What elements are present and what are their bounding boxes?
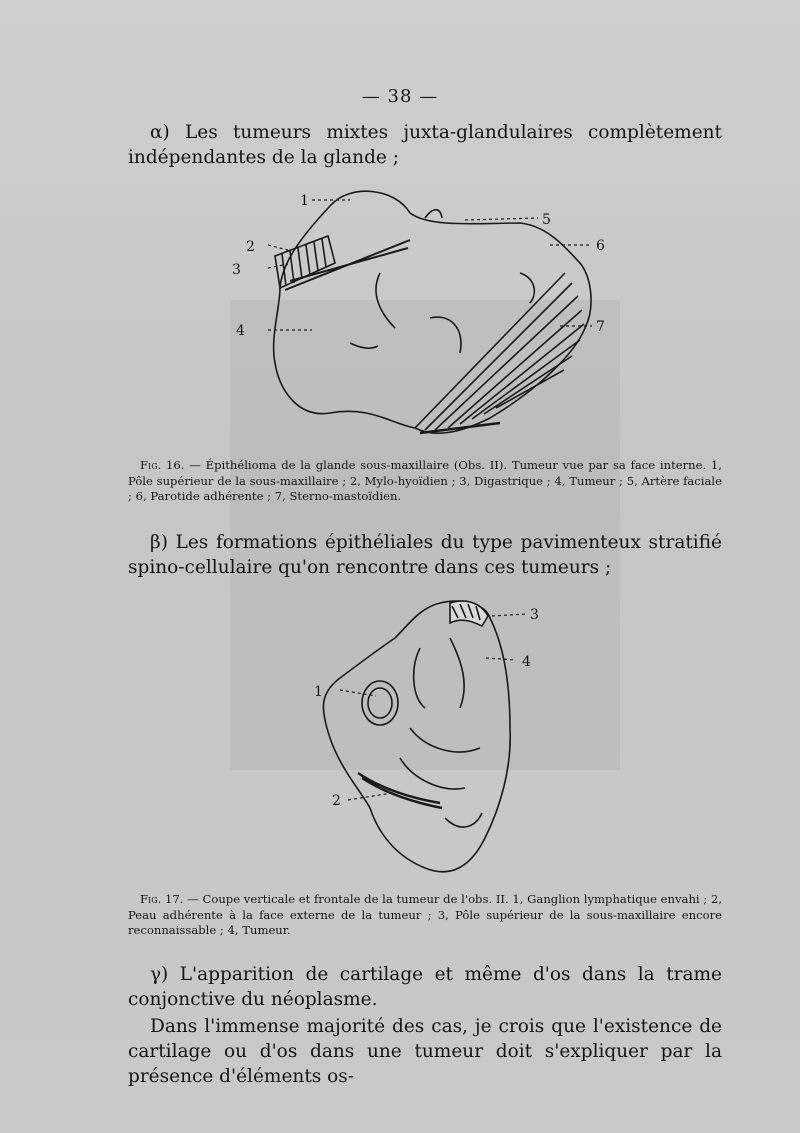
figure-17-caption (128, 892, 722, 939)
figure-17-illustration (300, 588, 560, 888)
fig16-caption-text: Épithélioma de la glande sous-maxillaire (Obs. II). Tumeur vue par sa face interne. 1, Pôle supérieur de la sous-maxillaire ; 2, Mylo-hyoïdien ; 3, Digastrique ; 4, Tumeur ; 5, Artère faciale ; 6, Parotide adhérente ; 7, Sterno-mastoïdien. (128, 458, 722, 503)
section-alpha (128, 120, 722, 170)
fig17-caption-prefix: Fig. 17. — (140, 892, 199, 906)
section-gamma (128, 962, 722, 1012)
section-gamma-text: γ) L'apparition de cartilage et même d'os dans la trame conjonctive du néoplasme. (128, 964, 722, 1010)
fig16-label-7: 7 (596, 319, 605, 335)
fig17-label-4: 4 (522, 654, 531, 670)
figure-16-caption (128, 458, 722, 505)
fig17-label-1: 1 (314, 684, 323, 700)
fig16-label-5: 5 (542, 212, 551, 228)
fig16-label-6: 6 (596, 238, 605, 254)
body-paragraph-text: Dans l'immense majorité des cas, je crois que l'existence de cartilage ou d'os dans une tumeur doit s'expliquer par la présence d'éléments os- (128, 1016, 722, 1087)
section-beta (128, 530, 722, 580)
fig16-caption-prefix: Fig. 16. — (140, 458, 201, 472)
fig16-label-4: 4 (236, 323, 245, 339)
fig16-label-2: 2 (246, 239, 255, 255)
section-beta-text: β) Les formations épithéliales du type pavimenteux stratifié spino-cellulaire qu'on rencontre dans ces tumeurs ; (128, 532, 722, 578)
fig17-caption-text: Coupe verticale et frontale de la tumeur de l'obs. II. 1, Ganglion lymphatique envahi ; 2, Peau adhérente à la face externe de la tumeur ; 3, Pôle supérieur de la sous-maxillaire encore reconnaissable ; 4, Tumeur. (128, 892, 723, 937)
body-paragraph (128, 1014, 722, 1089)
fig16-label-3: 3 (232, 262, 241, 278)
section-alpha-text: α) Les tumeurs mixtes juxta-glandulaires complètement indépendantes de la glande ; (128, 122, 722, 168)
fig16-label-1: 1 (300, 193, 309, 209)
figure-16-illustration (220, 178, 620, 448)
fig17-label-3: 3 (530, 607, 539, 623)
fig17-label-2: 2 (332, 793, 341, 809)
page-number: — 38 — (361, 86, 439, 107)
